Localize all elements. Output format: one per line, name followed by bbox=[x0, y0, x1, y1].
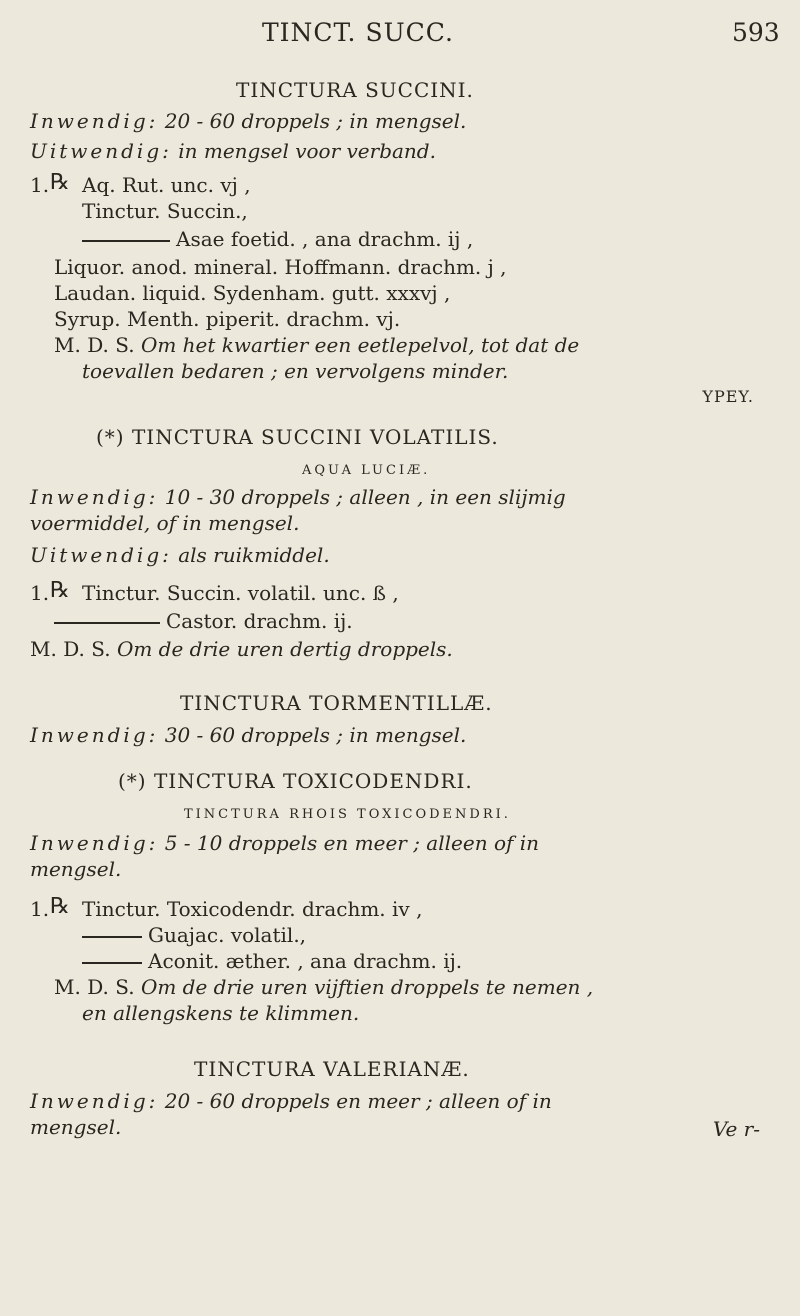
running-head bbox=[0, 18, 800, 48]
recipe-line: Laudan. liquid. Sydenham. gutt. xxxvj , bbox=[54, 281, 451, 305]
uitwendig-label: Uitwendig: bbox=[30, 543, 172, 567]
recipe-line-text: Asae foetid. , ana drachm. ij , bbox=[176, 227, 474, 251]
signatura-label: M. D. S. bbox=[30, 637, 111, 661]
ditto-dash bbox=[82, 240, 170, 242]
section-title: (*) TINCTURA SUCCINI VOLATILIS. bbox=[96, 425, 499, 449]
recipe-line bbox=[54, 608, 353, 634]
signatura-text-cont: toevallen bedaren ; en vervolgens minder. bbox=[82, 359, 509, 383]
recipe-line bbox=[82, 922, 306, 948]
recipe-number: 1. bbox=[30, 173, 50, 197]
signatura-label: M. D. S. bbox=[54, 975, 135, 999]
catchword: Ve r- bbox=[712, 1117, 760, 1141]
inwendig-text: 30 - 60 droppels ; in mengsel. bbox=[164, 723, 467, 747]
ditto-dash bbox=[82, 962, 142, 964]
inwendig-label: Inwendig: bbox=[30, 109, 159, 133]
recipe-line: Liquor. anod. mineral. Hoffmann. drachm. j , bbox=[54, 255, 507, 279]
inwendig-text: 20 - 60 droppels ; in mengsel. bbox=[164, 109, 467, 133]
section-title: TINCTURA SUCCINI. bbox=[236, 78, 474, 102]
inwendig-text-cont: mengsel. bbox=[30, 1115, 122, 1139]
inwendig-line bbox=[30, 830, 539, 856]
running-head-title: TINCT. SUCC. bbox=[262, 18, 454, 47]
inwendig-text-cont: mengsel. bbox=[30, 857, 122, 881]
inwendig-line bbox=[30, 722, 466, 748]
recipe-line-text: Aconit. æther. , ana drachm. ij. bbox=[148, 949, 463, 973]
inwendig-text: 20 - 60 droppels en meer ; alleen of in bbox=[164, 1089, 552, 1113]
section-subtitle: TINCTURA RHOIS TOXICODENDRI. bbox=[184, 807, 511, 822]
recipe-line: Tinctur. Succin. volatil. unc. ß , bbox=[82, 581, 399, 605]
signatura-text-cont: en allengskens te klimmen. bbox=[82, 1001, 360, 1025]
inwendig-label: Inwendig: bbox=[30, 723, 159, 747]
recipe-line: Tinctur. Toxicodendr. drachm. iv , bbox=[82, 897, 423, 921]
section-title: TINCTURA TORMENTILLÆ. bbox=[180, 691, 493, 715]
recipe-line: Tinctur. Succin., bbox=[82, 199, 248, 223]
signatura-text: Om de drie uren dertig droppels. bbox=[116, 637, 453, 661]
section-title: (*) TINCTURA TOXICODENDRI. bbox=[118, 769, 473, 793]
author-name: YPEY. bbox=[702, 387, 754, 406]
inwendig-label: Inwendig: bbox=[30, 831, 159, 855]
uitwendig-text: in mengsel voor verband. bbox=[178, 139, 436, 163]
uitwendig-line bbox=[30, 542, 330, 568]
inwendig-line bbox=[30, 108, 466, 134]
inwendig-line bbox=[30, 1088, 552, 1114]
inwendig-text: 10 - 30 droppels ; alleen , in een slijmig bbox=[164, 485, 566, 509]
inwendig-text: 5 - 10 droppels en meer ; alleen of in bbox=[164, 831, 540, 855]
recipe-number: 1. bbox=[30, 581, 50, 605]
signatura-text: Om de drie uren vijftien droppels te nemen , bbox=[140, 975, 594, 999]
recipe-symbol: ℞ bbox=[50, 170, 70, 195]
signatura-line bbox=[54, 332, 579, 358]
inwendig-line bbox=[30, 484, 566, 510]
recipe-number: 1. bbox=[30, 897, 50, 921]
recipe-line: Aq. Rut. unc. vj , bbox=[82, 173, 251, 197]
signatura-line bbox=[30, 636, 453, 662]
page-number: 593 bbox=[732, 18, 780, 47]
recipe-line-text: Castor. drachm. ij. bbox=[166, 609, 353, 633]
recipe-line-text: Guajac. volatil., bbox=[148, 923, 307, 947]
uitwendig-text: als ruikmiddel. bbox=[178, 543, 330, 567]
uitwendig-label: Uitwendig: bbox=[30, 139, 172, 163]
signatura-line bbox=[54, 974, 593, 1000]
section-title: TINCTURA VALERIANÆ. bbox=[194, 1057, 470, 1081]
recipe-line: Syrup. Menth. piperit. drachm. vj. bbox=[54, 307, 401, 331]
signatura-label: M. D. S. bbox=[54, 333, 135, 357]
ditto-dash bbox=[82, 936, 142, 938]
recipe-symbol: ℞ bbox=[50, 894, 70, 919]
uitwendig-line bbox=[30, 138, 436, 164]
inwendig-label: Inwendig: bbox=[30, 1089, 159, 1113]
ditto-dash bbox=[54, 622, 160, 624]
section-subtitle: AQUA LUCIÆ. bbox=[302, 463, 431, 478]
recipe-symbol: ℞ bbox=[50, 578, 70, 603]
signatura-text: Om het kwartier een eetlepelvol, tot dat de bbox=[140, 333, 580, 357]
recipe-line bbox=[82, 226, 473, 252]
inwendig-text-cont: voermiddel, of in mengsel. bbox=[30, 511, 300, 535]
inwendig-label: Inwendig: bbox=[30, 485, 159, 509]
recipe-line bbox=[82, 948, 462, 974]
